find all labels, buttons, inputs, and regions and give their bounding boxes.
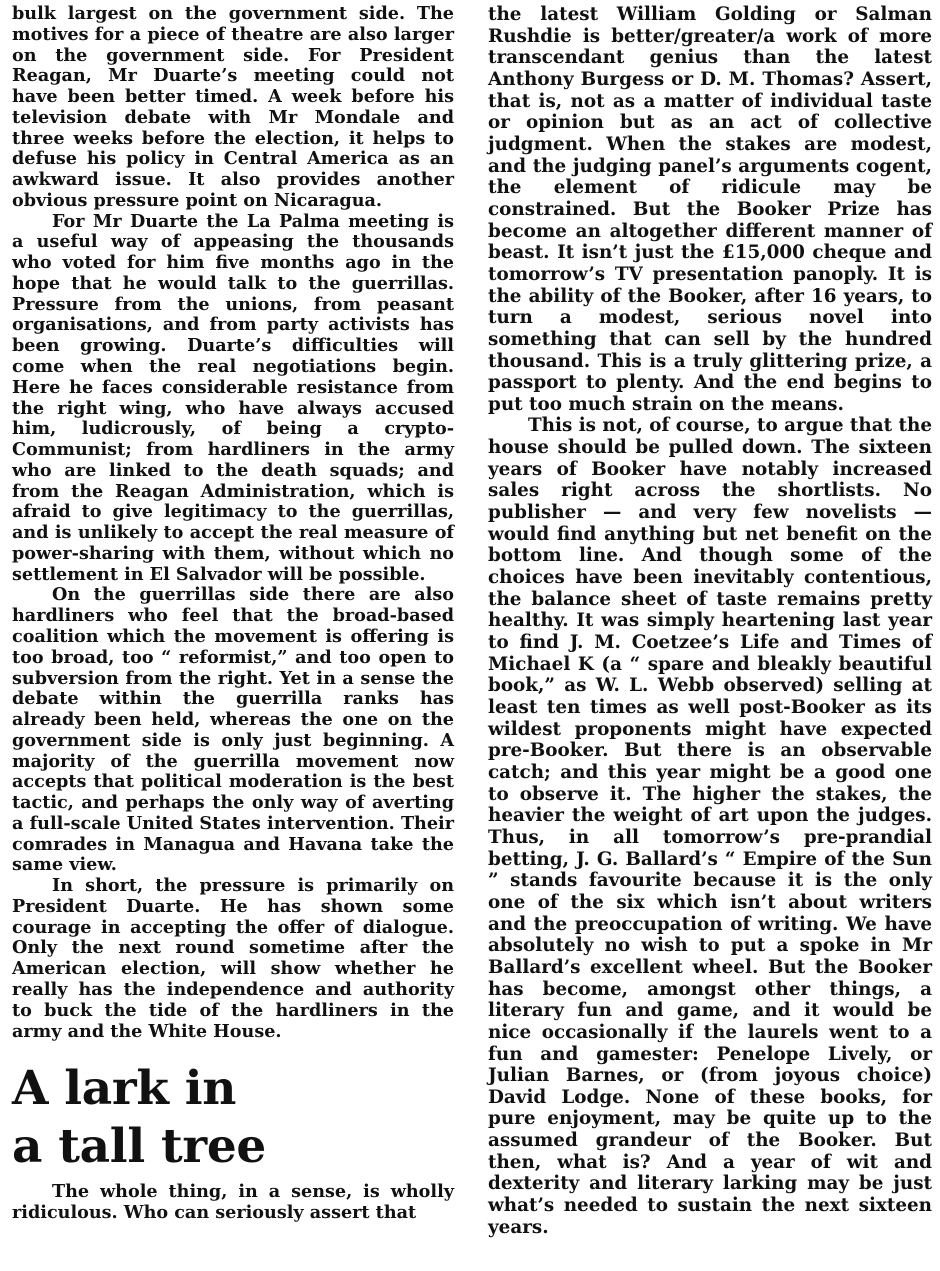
- headline-line-2: a tall tree: [12, 1119, 267, 1175]
- editorial-headline: [12, 1060, 454, 1176]
- left-paragraph-2: For Mr Duarte the La Palma meeting is a useful way of appeasing the thousands who voted for him five months ago in the hope that he would talk to the guerrillas. Pressure from the unions, from peasant organisations, and from party activists has been growing. Duarte’s difficulties will come when the real negotiations begin. Here he faces considerable resistance from the right wing, who have always accused him, ludicrously, of being a crypto-Communist; from hardliners in the army who are linked to the death squads; and from the Reagan Administration, which is afraid to give legitimacy to the guerrillas, and is unlikely to accept the real measure of power-sharing with them, without which no settlement in El Salvador will be possible.: [12, 210, 454, 585]
- left-column: [12, 4, 454, 1224]
- right-column: [488, 4, 932, 1238]
- right-paragraph-2: This is not, of course, to argue that the house should be pulled down. The sixteen years of Booker have notably increased sales right across the shortlists. No publisher — and very few novelists — would find anything but net benefit on the bottom line. And though some of the choices have been inevitably contentious, the balance sheet of taste remains pretty healthy. It was simply heartening last year to find J. M. Coetzee’s Life and Times of Michael K (a “ spare and bleakly beautiful book,” as W. L. Webb observed) selling at least ten times as well post-Booker as its wildest proponents might have expected pre-Booker. But there is an observable catch; and this year might be a good one to observe it. The higher the stakes, the heavier the weight of art upon the judges. Thus, in all tomorrow’s pre-prandial betting, J. G. Ballard’s “ Empire of the Sun ” stands favourite because it is the only one of the six which isn’t about writers and the preoccupation of writing. We have absolutely no wish to put a spoke in Mr Ballard’s excellent wheel. But the Booker has become, amongst other things, a literary fun and game, and it would be nice occasionally if the laurels went to a fun and gamester: Penelope Lively, or Julian Barnes, or (from joyous choice) David Lodge. None of these books, for pure enjoyment, may be quite up to the assumed grandeur of the Booker. But then, what is? And a year of wit and dexterity and literary larking may be just what’s needed to sustain the next sixteen years.: [488, 415, 932, 1238]
- left-paragraph-3: On the guerrillas side there are also hardliners who feel that the broad-based coalition which the movement is offering is too broad, too “ reformist,” and too open to subversion from the right. Yet in a sense the debate within the guerrilla ranks has already been held, whereas the one on the government side is only just beginning. A majority of the guerrilla movement now accepts that political moderation is the best tactic, and perhaps the only way of averting a full-scale United States intervention. Their comrades in Managua and Havana take the same view.: [12, 584, 454, 876]
- left-paragraph-1: bulk largest on the government side. The motives for a piece of theatre are also larger on the government side. For President Reagan, Mr Duarte’s meeting could not have been better timed. A week before his television debate with Mr Mondale and three weeks before the election, it helps to defuse his policy in Central America as an awkward issue. It also provides another obvious pressure point on Nicaragua.: [12, 3, 454, 211]
- editorial-opening-paragraph: The whole thing, in a sense, is wholly ridiculous. Who can seriously assert that: [12, 1181, 454, 1224]
- column-divider: [470, 0, 471, 1271]
- left-paragraph-4: In short, the pressure is primarily on President Duarte. He has shown some courage in accepting the offer of dialogue. Only the next round sometime after the American election, will show whether he really has the independence and authority to buck the tide of the hardliners in the army and the White House.: [12, 875, 454, 1042]
- headline-line-1: A lark in: [12, 1061, 237, 1117]
- right-paragraph-1: the latest William Golding or Salman Rushdie is better/greater/a work of more transcendant genius than the latest Anthony Burgess or D. M. Thomas? Assert, that is, not as a matter of individual taste or opinion but as an act of collective judgment. When the stakes are modest, and the judging panel’s arguments cogent, the element of ridicule may be constrained. But the Booker Prize has become an altogether different manner of beast. It isn’t just the £15,000 cheque and tomorrow’s TV presentation panoply. It is the ability of the Booker, after 16 years, to turn a modest, serious novel into something that can sell by the hundred thousand. This is a truly glittering prize, a passport to plenty. And the end begins to put too much strain on the means.: [488, 4, 932, 415]
